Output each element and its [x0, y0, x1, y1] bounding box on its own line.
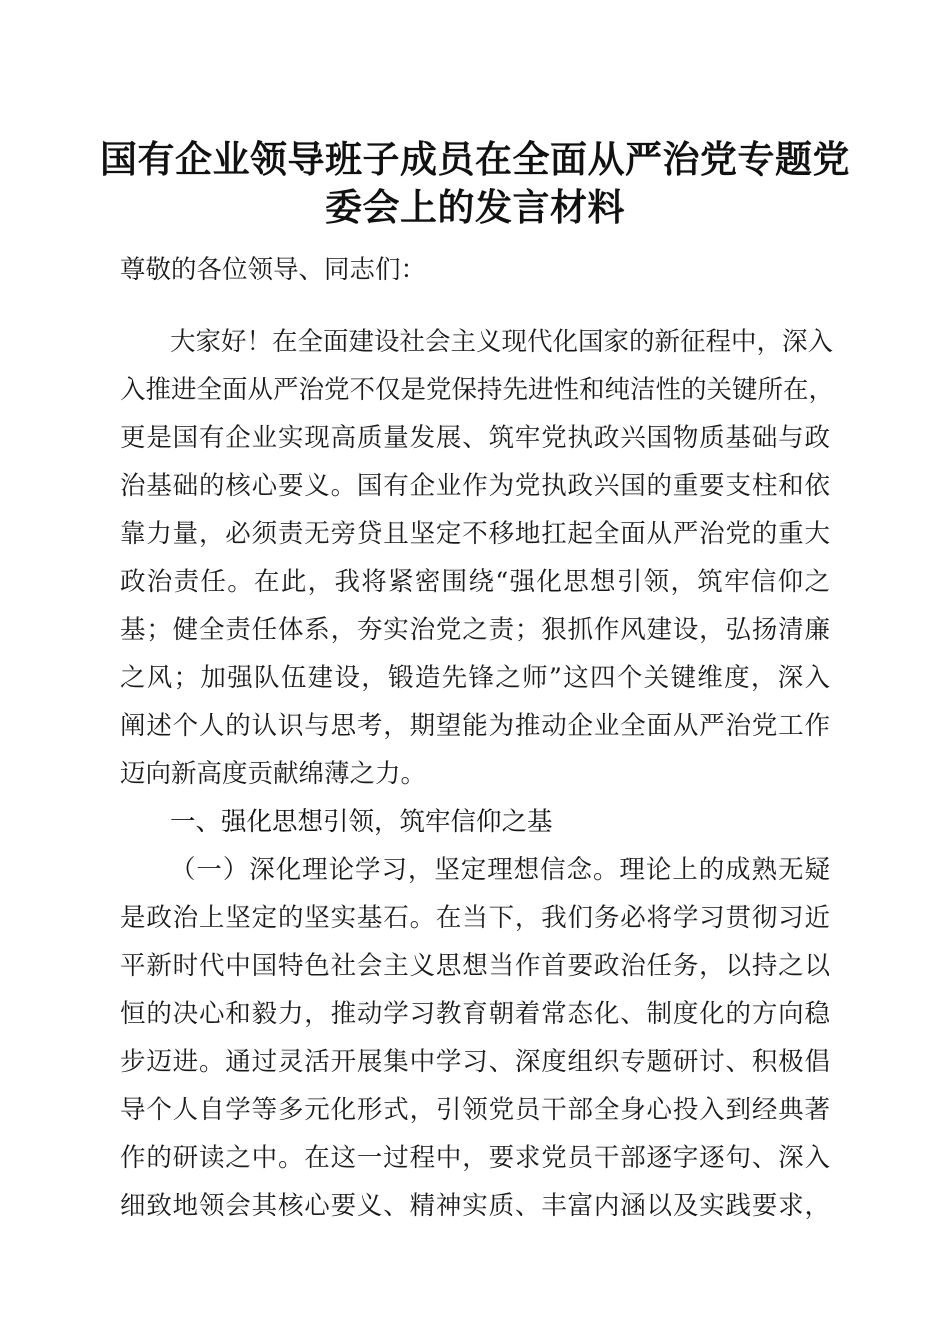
section-line: 步迈进。通过灵活开展集中学习、深度组织专题研讨、积极倡 — [120, 1047, 830, 1077]
intro-line: 入推进全面从严治党不仅是党保持先进性和纯洁性的关键所在， — [120, 375, 835, 405]
section-line: 导个人自学等多元化形式，引领党员干部全身心投入到经典著 — [120, 1095, 830, 1125]
intro-line: 更是国有企业实现高质量发展、筑牢党执政兴国物质基础与政 — [120, 423, 830, 453]
intro-line: 治基础的核心要义。国有企业作为党执政兴国的重要支柱和依 — [120, 471, 830, 501]
intro-line: 基；健全责任体系，夯实治党之责；狠抓作风建设，弘扬清廉 — [120, 615, 830, 645]
intro-line: 靠力量，必须责无旁贷且坚定不移地扛起全面从严治党的重大 — [120, 519, 830, 549]
section-line: 平新时代中国特色社会主义思想当作首要政治任务，以持之以 — [120, 951, 830, 981]
intro-line: 阐述个人的认识与思考，期望能为推动企业全面从严治党工作 — [120, 711, 830, 741]
section-line: （一）深化理论学习，坚定理想信念。理论上的成熟无疑 — [170, 855, 830, 885]
document-title-line-1: 国有企业领导班子成员在全面从严治党专题党 — [100, 137, 850, 181]
salutation: 尊敬的各位领导、同志们： — [120, 255, 427, 285]
section-line: 细致地领会其核心要义、精神实质、丰富内涵以及实践要求， — [120, 1191, 830, 1221]
section-line: 是政治上坚定的坚实基石。在当下，我们务必将学习贯彻习近 — [120, 903, 830, 933]
document-title-line-2: 委会上的发言材料 — [325, 185, 625, 229]
section-line: 恒的决心和毅力，推动学习教育朝着常态化、制度化的方向稳 — [120, 999, 830, 1029]
section-line: 作的研读之中。在这一过程中，要求党员干部逐字逐句、深入 — [120, 1143, 830, 1173]
intro-line: 之风；加强队伍建设，锻造先锋之师”这四个关键维度，深入 — [120, 663, 830, 693]
intro-line: 政治责任。在此，我将紧密围绕“强化思想引领，筑牢信仰之 — [120, 567, 830, 597]
intro-line: 迈向新高度贡献绵薄之力。 — [120, 759, 427, 789]
section-heading: 一、强化思想引领，筑牢信仰之基 — [170, 807, 553, 837]
intro-line: 大家好！在全面建设社会主义现代化国家的新征程中，深入 — [170, 327, 834, 357]
